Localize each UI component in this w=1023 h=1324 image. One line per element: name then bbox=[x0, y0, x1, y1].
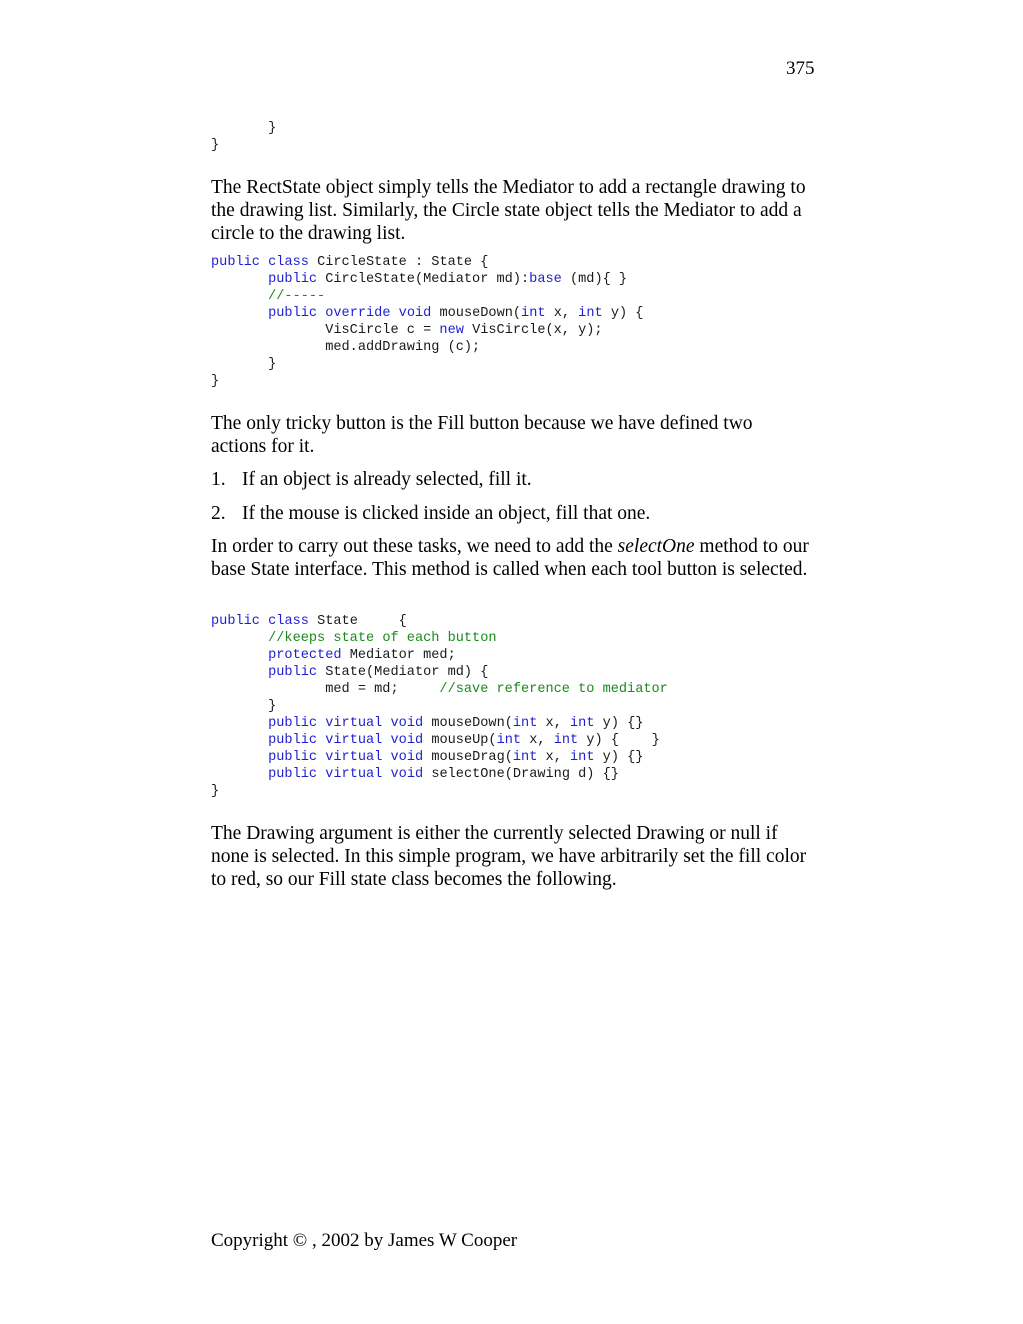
code-keyword: virtual bbox=[325, 767, 383, 782]
code-keyword: public bbox=[268, 665, 318, 680]
code-text bbox=[382, 767, 390, 782]
code-line bbox=[211, 681, 668, 698]
code-text: med = md; bbox=[211, 682, 440, 697]
list-item-text: If an object is already selected, fill it. bbox=[242, 469, 532, 490]
code-text: Mediator med; bbox=[341, 648, 456, 663]
code-keyword: public bbox=[268, 272, 318, 287]
code-keyword: int bbox=[578, 306, 603, 321]
code-text: x, bbox=[537, 716, 571, 731]
code-keyword: public bbox=[268, 733, 318, 748]
code-text: State { bbox=[308, 614, 407, 629]
code-line bbox=[211, 715, 668, 732]
code-keyword: int bbox=[570, 716, 595, 731]
code-comment: //keeps state of each button bbox=[268, 631, 497, 646]
code-text: } bbox=[211, 357, 277, 372]
code-keyword: void bbox=[390, 733, 424, 748]
paragraph-text: method to our base State interface. This method is called when each tool button is selected. bbox=[211, 536, 809, 580]
code-line bbox=[211, 766, 668, 783]
paragraph-fill-button: The only tricky button is the Fill button because we have defined two actions for it. bbox=[211, 413, 753, 457]
code-line bbox=[211, 288, 643, 305]
method-name-emphasis: selectOne bbox=[617, 536, 695, 557]
list-item-number: 2. bbox=[211, 503, 226, 524]
code-text bbox=[211, 767, 268, 782]
paragraph-rectstate: The RectState object simply tells the Mediator to add a rectangle drawing to the drawing list. Similarly, the Circle state object tells the Mediator to add a circle to the drawing list. bbox=[211, 177, 806, 244]
code-text: } bbox=[211, 374, 220, 389]
code-keyword: override bbox=[325, 306, 391, 321]
code-line bbox=[211, 271, 643, 288]
code-line bbox=[211, 664, 668, 681]
code-text bbox=[317, 733, 325, 748]
paragraph-drawing-argument: The Drawing argument is either the currently selected Drawing or null if none is selected. In this simple program, we have arbitrarily set the fill color to red, so our Fill state class becomes the following. bbox=[211, 823, 807, 890]
code-text bbox=[211, 631, 268, 646]
code-keyword: int bbox=[553, 733, 579, 748]
list-item-text: If the mouse is clicked inside an object, fill that one. bbox=[242, 503, 651, 524]
code-text: } bbox=[211, 699, 277, 714]
code-keyword: public bbox=[268, 716, 318, 731]
code-text bbox=[317, 750, 325, 765]
code-keyword: virtual bbox=[325, 716, 383, 731]
code-keyword: protected bbox=[268, 648, 342, 663]
code-line bbox=[211, 783, 668, 800]
code-keyword: public bbox=[211, 614, 260, 629]
code-line bbox=[211, 137, 276, 154]
code-text bbox=[260, 614, 268, 629]
code-text: med.addDrawing (c); bbox=[211, 340, 481, 355]
code-text bbox=[382, 750, 390, 765]
code-line bbox=[211, 630, 668, 647]
code-keyword: int bbox=[496, 733, 522, 748]
code-block-state bbox=[211, 613, 668, 800]
footer-copyright: Copyright © , 2002 by James W Cooper bbox=[211, 1230, 518, 1251]
code-keyword: void bbox=[390, 767, 424, 782]
code-text: y) { bbox=[602, 306, 644, 321]
code-text: y) {} bbox=[594, 750, 644, 765]
code-text bbox=[211, 272, 268, 287]
code-text: x, bbox=[521, 733, 554, 748]
code-line bbox=[211, 305, 643, 322]
code-line bbox=[211, 749, 668, 766]
code-text bbox=[211, 733, 268, 748]
list-item bbox=[211, 502, 650, 525]
code-text bbox=[211, 289, 268, 304]
code-text: x, bbox=[537, 750, 571, 765]
code-text bbox=[317, 767, 325, 782]
code-text: mouseUp( bbox=[423, 733, 497, 748]
list-item-number: 1. bbox=[211, 469, 226, 490]
code-keyword: void bbox=[390, 716, 424, 731]
code-text bbox=[317, 306, 325, 321]
code-text: State(Mediator md) { bbox=[317, 665, 489, 680]
code-text: (md){ } bbox=[561, 272, 628, 287]
code-line bbox=[211, 732, 668, 749]
code-text: mouseDown( bbox=[423, 716, 513, 731]
code-keyword: virtual bbox=[325, 750, 383, 765]
code-line bbox=[211, 613, 668, 630]
code-text: } bbox=[211, 784, 220, 799]
code-keyword: int bbox=[512, 750, 538, 765]
code-keyword: public bbox=[268, 750, 318, 765]
code-text bbox=[391, 306, 399, 321]
code-comment: //----- bbox=[268, 289, 326, 304]
code-keyword: int bbox=[521, 306, 546, 321]
paragraph-selectone bbox=[211, 535, 811, 581]
code-text: x, bbox=[545, 306, 579, 321]
code-text bbox=[211, 716, 268, 731]
code-keyword: base bbox=[529, 272, 562, 287]
code-text: } bbox=[211, 138, 220, 153]
code-keyword: int bbox=[512, 716, 538, 731]
code-keyword: virtual bbox=[325, 733, 383, 748]
code-keyword: new bbox=[439, 323, 464, 338]
code-text bbox=[211, 306, 268, 321]
code-line bbox=[211, 254, 643, 271]
code-keyword: void bbox=[390, 750, 424, 765]
list-item bbox=[211, 468, 532, 491]
code-block-circlestate bbox=[211, 254, 643, 390]
code-line bbox=[211, 322, 643, 339]
code-text: selectOne(Drawing d) {} bbox=[423, 767, 619, 782]
code-keyword: public bbox=[268, 306, 318, 321]
code-text bbox=[317, 716, 325, 731]
code-keyword: void bbox=[398, 306, 432, 321]
code-line bbox=[211, 339, 643, 356]
code-line bbox=[211, 698, 668, 715]
code-text: VisCircle(x, y); bbox=[463, 323, 603, 338]
code-text: CircleState : State { bbox=[308, 255, 489, 270]
code-text bbox=[211, 648, 268, 663]
code-text bbox=[382, 733, 390, 748]
page-number: 375 bbox=[786, 58, 815, 79]
code-line bbox=[211, 647, 668, 664]
code-text bbox=[211, 750, 268, 765]
code-line bbox=[211, 373, 643, 390]
code-text bbox=[211, 665, 268, 680]
code-text bbox=[260, 255, 268, 270]
code-block-closing bbox=[211, 120, 276, 154]
code-text: y) { } bbox=[578, 733, 660, 748]
code-text: y) {} bbox=[594, 716, 644, 731]
code-text: VisCircle c = bbox=[211, 323, 440, 338]
code-line bbox=[211, 356, 643, 373]
code-keyword: public bbox=[211, 255, 260, 270]
code-comment: //save reference to mediator bbox=[439, 682, 668, 697]
code-keyword: int bbox=[570, 750, 595, 765]
code-keyword: class bbox=[268, 255, 309, 270]
code-text bbox=[382, 716, 390, 731]
code-text: } bbox=[211, 121, 277, 136]
code-text: mouseDrag( bbox=[423, 750, 513, 765]
code-text: CircleState(Mediator md): bbox=[317, 272, 530, 287]
code-keyword: public bbox=[268, 767, 318, 782]
code-keyword: class bbox=[268, 614, 309, 629]
code-text: mouseDown( bbox=[431, 306, 522, 321]
code-line bbox=[211, 120, 276, 137]
paragraph-text: In order to carry out these tasks, we need to add the bbox=[211, 536, 618, 557]
